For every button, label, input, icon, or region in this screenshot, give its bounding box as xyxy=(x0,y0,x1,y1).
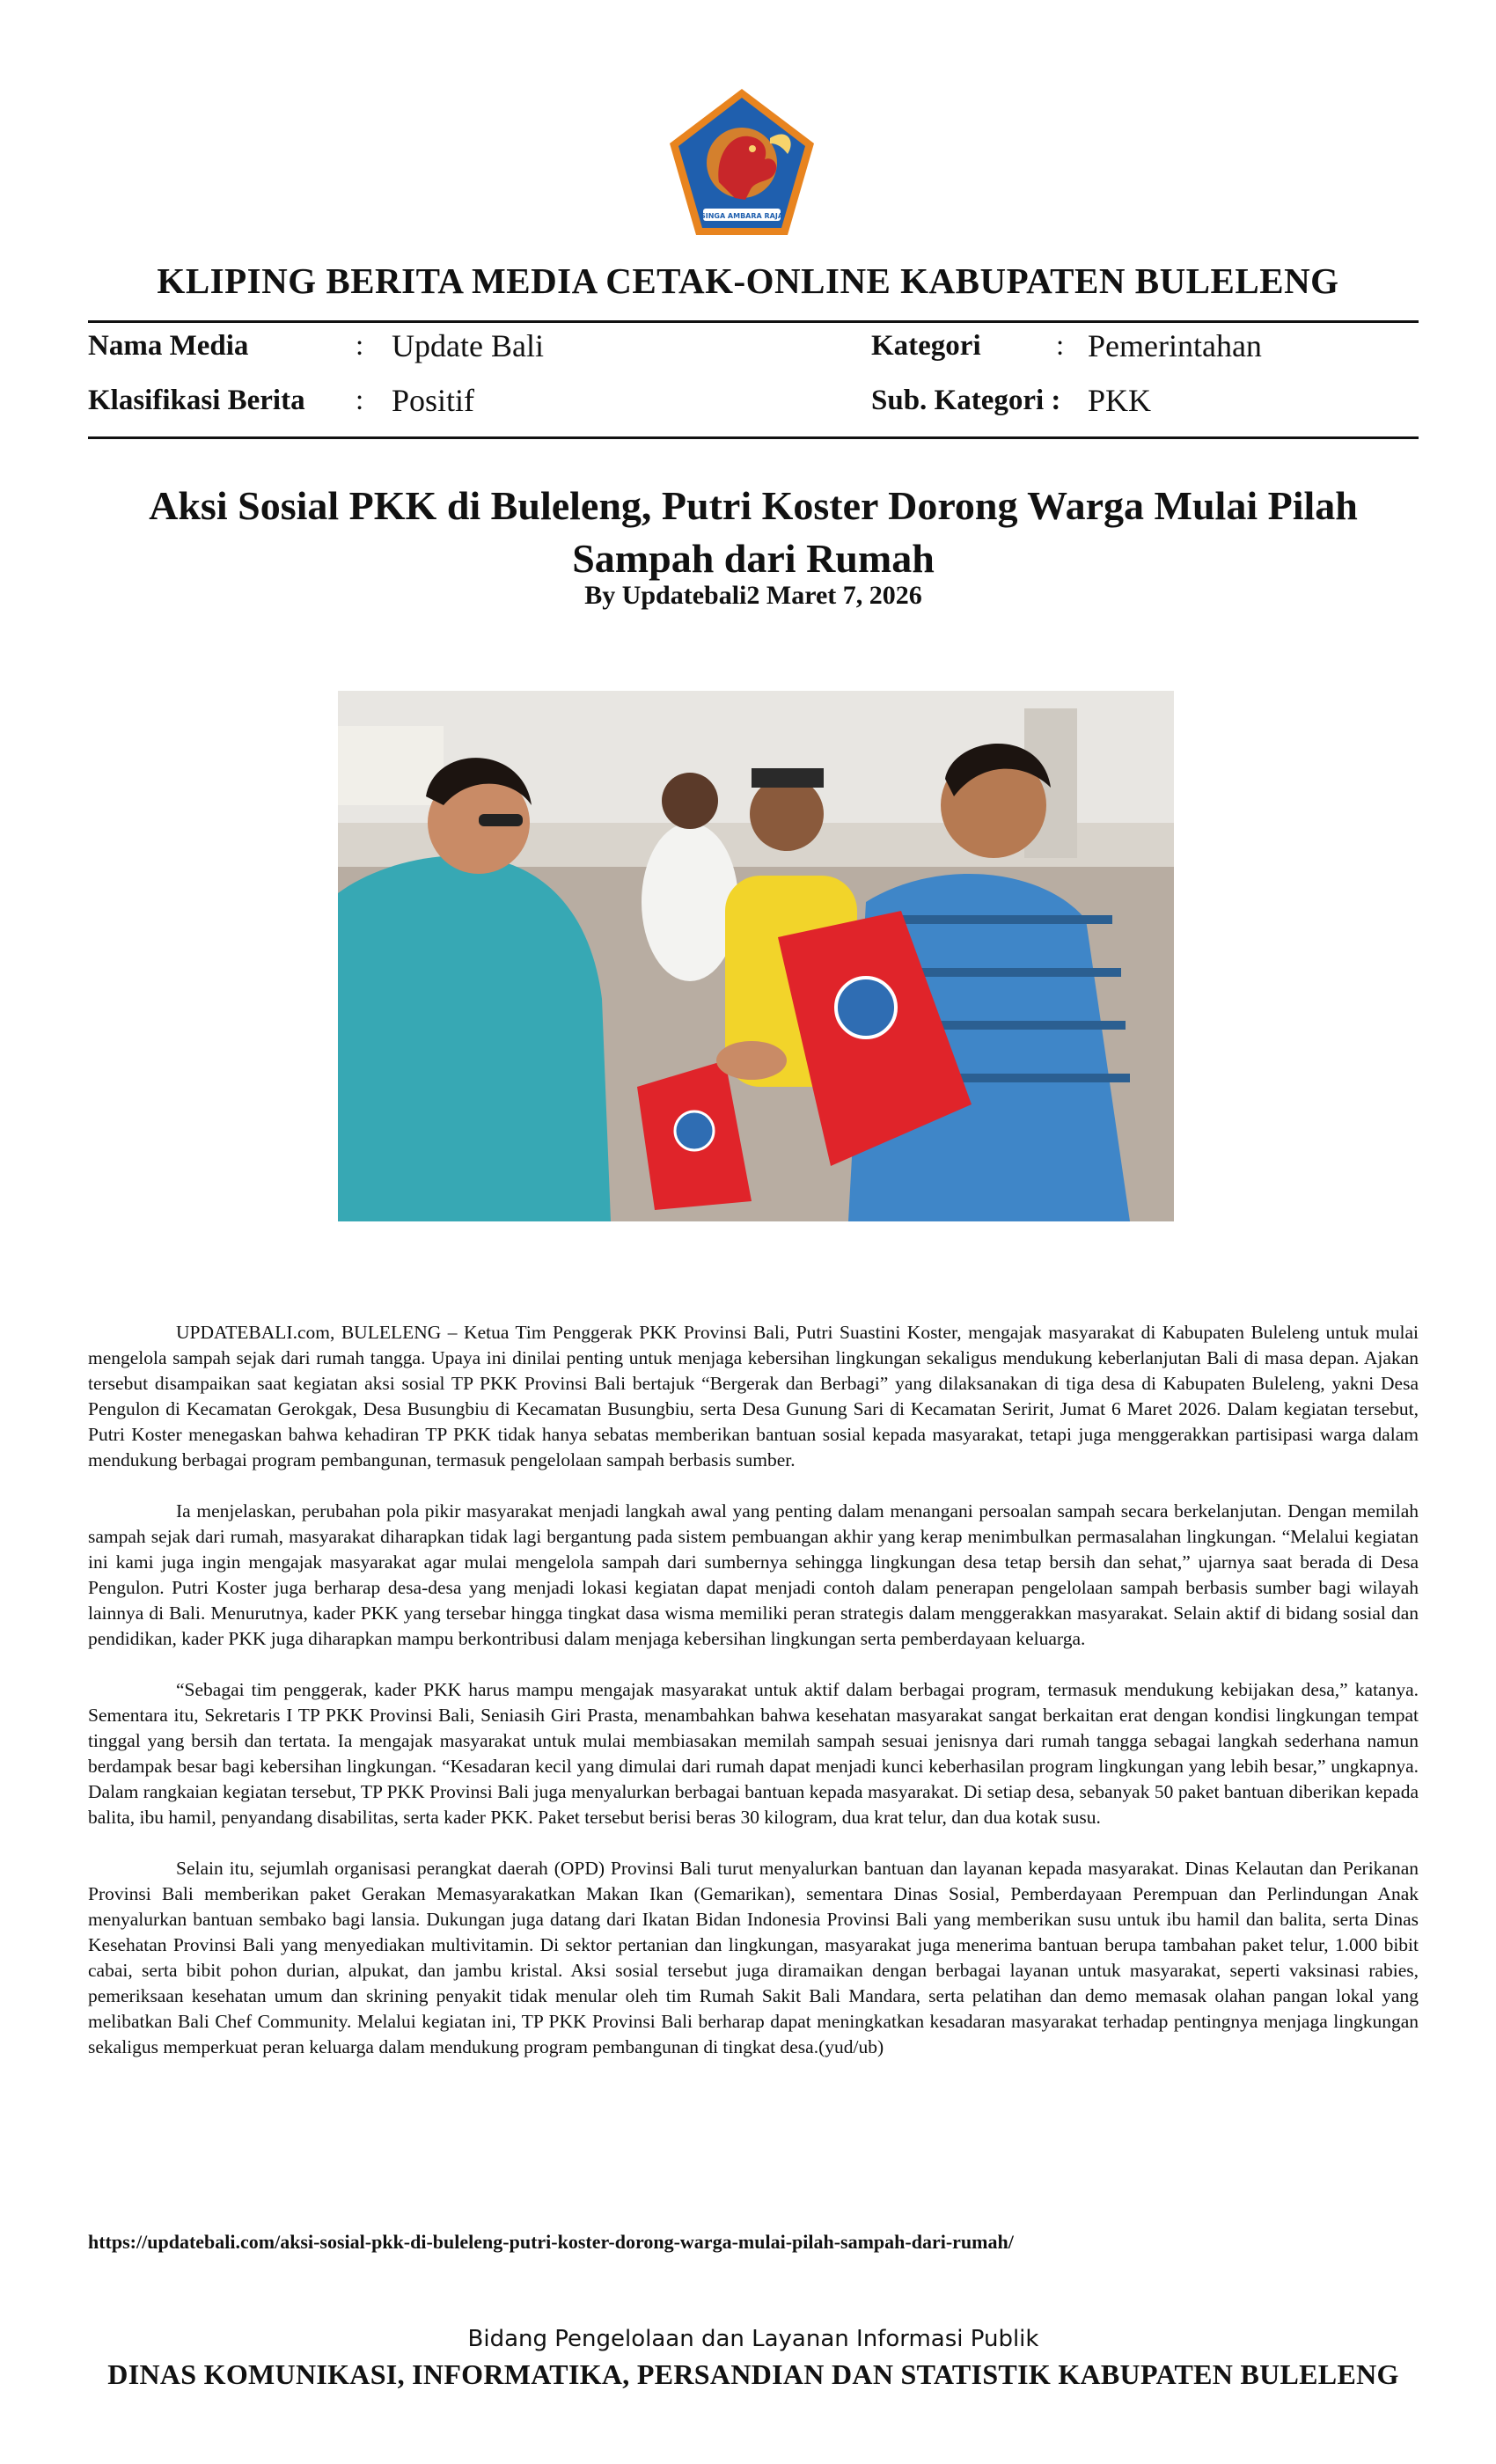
header-top-rule xyxy=(88,320,1419,323)
article-paragraph-4: Selain itu, sejumlah organisasi perangkat daerah (OPD) Provinsi Bali turut menyalurkan bantuan dan layanan kepada masyarakat. Dinas Kelautan dan Perikanan Provinsi Bali memberikan paket Gerakan Memasyarakatkan Makan Ikan (Gemarikan), sementara Dinas Sosial, Pemberdayaan Perempuan dan Perlindungan Anak menyalurkan bantuan sembako bagi lansia. Dukungan juga datang dari Ikatan Bidan Indonesia Provinsi Bali yang memberikan susu untuk ibu hamil dan balita, serta Dinas Kesehatan Provinsi Bali yang menyediakan multivitamin. Di sektor pertanian dan lingkungan, masyarakat juga menerima bantuan berupa tambahan paket telur, 1.000 bibit cabai, serta bibit pohon durian, alpukat, dan jambu kristal. Aksi sosial tersebut juga diramaikan dengan berbagai layanan untuk masyarakat, seperti vaksinasi rabies, pemeriksaan kesehatan umum dan skrining penyakit tidak menular oleh tim Rumah Sakit Bali Mandara, serta pelatihan dan demo memasak olahan pangan lokal yang melibatkan Bali Chef Community. Melalui kegiatan ini, TP PKK Provinsi Bali berharap dapat meningkatkan kesadaran masyarakat terhadap pentingnya menjaga lingkungan sekaligus memperkuat peran keluarga dalam mendukung program pembangunan di tingkat desa.(yud/ub) xyxy=(88,1858,1419,2057)
footer-department: Bidang Pengelolaan dan Layanan Informasi Publik xyxy=(467,2326,1039,2352)
news-classification-colon: : xyxy=(356,385,364,416)
media-name-label: Nama Media xyxy=(88,330,249,362)
buleleng-crest-icon xyxy=(664,85,819,240)
footer-agency: DINAS KOMUNIKASI, INFORMATIKA, PERSANDIAN DAN STATISTIK KABUPATEN BULELENG xyxy=(107,2358,1399,2390)
subcategory-value: PKK xyxy=(1088,383,1152,418)
news-classification-value: Positif xyxy=(392,383,475,418)
category-label: Kategori xyxy=(871,330,981,362)
clipping-title: KLIPING BERITA MEDIA CETAK-ONLINE KABUPATEN BULELENG xyxy=(157,260,1339,301)
logo-motto: SINGA AMBARA RAJA xyxy=(700,212,784,220)
category-colon: : xyxy=(1056,330,1065,362)
subcategory-label: Sub. Kategori : xyxy=(871,385,1061,416)
media-name-value: Update Bali xyxy=(392,328,544,363)
news-classification-label: Klasifikasi Berita xyxy=(88,385,305,416)
article-byline: By Updatebali2 Maret 7, 2026 xyxy=(584,581,922,610)
header-bottom-rule xyxy=(88,436,1419,439)
article-photo xyxy=(338,691,1174,1221)
article-body xyxy=(88,1320,1419,2086)
article-headline: Aksi Sosial PKK di Buleleng, Putri Koster Dorong Warga Mulai Pilah Sampah dari Rumah xyxy=(149,483,1358,581)
category-value: Pemerintahan xyxy=(1088,328,1262,363)
article-source-link[interactable]: https://updatebali.com/aksi-sosial-pkk-di-buleleng-putri-koster-dorong-warga-mulai-pilah-sampah-dari-rumah/ xyxy=(88,2231,1014,2253)
media-name-colon: : xyxy=(356,330,364,362)
article-paragraph-2: Ia menjelaskan, perubahan pola pikir masyarakat menjadi langkah awal yang penting dalam menangani persoalan sampah secara berkelanjutan. Dengan memilah sampah sejak dari rumah, masyarakat diharapkan tidak lagi bergantung pada sistem pembuangan akhir yang kerap menimbulkan permasalahan lingkungan. “Melalui kegiatan ini kami juga ingin mengajak masyarakat agar mulai mengelola sampah dari sumbernya sehingga lingkungan desa tetap bersih dan sehat,” ujarnya saat berada di Desa Pengulon. Putri Koster juga berharap desa-desa yang menjadi lokasi kegiatan dapat menjadi contoh dalam penerapan pengelolaan sampah berbasis sumber bagi wilayah lainnya di Bali. Menurutnya, kader PKK yang tersebar hingga tingkat dasa wisma memiliki peran strategis dalam menggerakkan masyarakat. Selain aktif di bidang sosial dan pendidikan, kader PKK juga diharapkan mampu berkontribusi dalam menjaga kebersihan lingkungan serta pemberdayaan keluarga. xyxy=(88,1500,1419,1649)
article-paragraph-3: “Sebagai tim penggerak, kader PKK harus mampu mengajak masyarakat untuk aktif dalam berbagai program, termasuk mendukung kebijakan desa,” katanya. Sementara itu, Sekretaris I TP PKK Provinsi Bali, Seniasih Giri Prasta, menambahkan bahwa kesehatan masyarakat sangat berkaitan erat dengan kondisi lingkungan tempat tinggal yang bersih dan tertata. Ia mengajak masyarakat untuk mulai membiasakan memilah sampah sesuai jenisnya dari rumah tangga sebagai langkah sederhana namun berdampak besar bagi kebersihan lingkungan. “Kesadaran kecil yang dimulai dari rumah dapat menjadi kunci keberhasilan program lingkungan yang lebih besar,” ungkapnya. Dalam rangkaian kegiatan tersebut, TP PKK Provinsi Bali juga menyalurkan berbagai bantuan kepada masyarakat. Di setiap desa, sebanyak 50 paket bantuan diberikan kepada balita, ibu hamil, penyandang disabilitas, serta kader PKK. Paket tersebut berisi beras 30 kilogram, dua krat telur, dan dua kotak susu. xyxy=(88,1679,1419,1828)
article-paragraph-1: UPDATEBALI.com, BULELENG – Ketua Tim Penggerak PKK Provinsi Bali, Putri Suastini Koster, mengajak masyarakat di Kabupaten Buleleng untuk mulai mengelola sampah sejak dari rumah tangga. Upaya ini dinilai penting untuk menjaga kebersihan lingkungan sekaligus mendukung keberlanjutan Bali di masa depan. Ajakan tersebut disampaikan saat kegiatan aksi sosial TP PKK Provinsi Bali bertajuk “Bergerak dan Berbagi” yang dilaksanakan di tiga desa di Kabupaten Buleleng, yakni Desa Pengulon di Kecamatan Gerokgak, Desa Busungbiu di Kecamatan Busungbiu, serta Desa Gunung Sari di Kecamatan Seririt, Jumat 6 Maret 2026. Dalam kegiatan tersebut, Putri Koster menegaskan bahwa kehadiran TP PKK tidak hanya sebatas memberikan bantuan sosial kepada masyarakat, tetapi juga menggerakkan partisipasi warga dalam mendukung berbagai program pembangunan, termasuk pengelolaan sampah berbasis sumber. xyxy=(88,1322,1419,1470)
